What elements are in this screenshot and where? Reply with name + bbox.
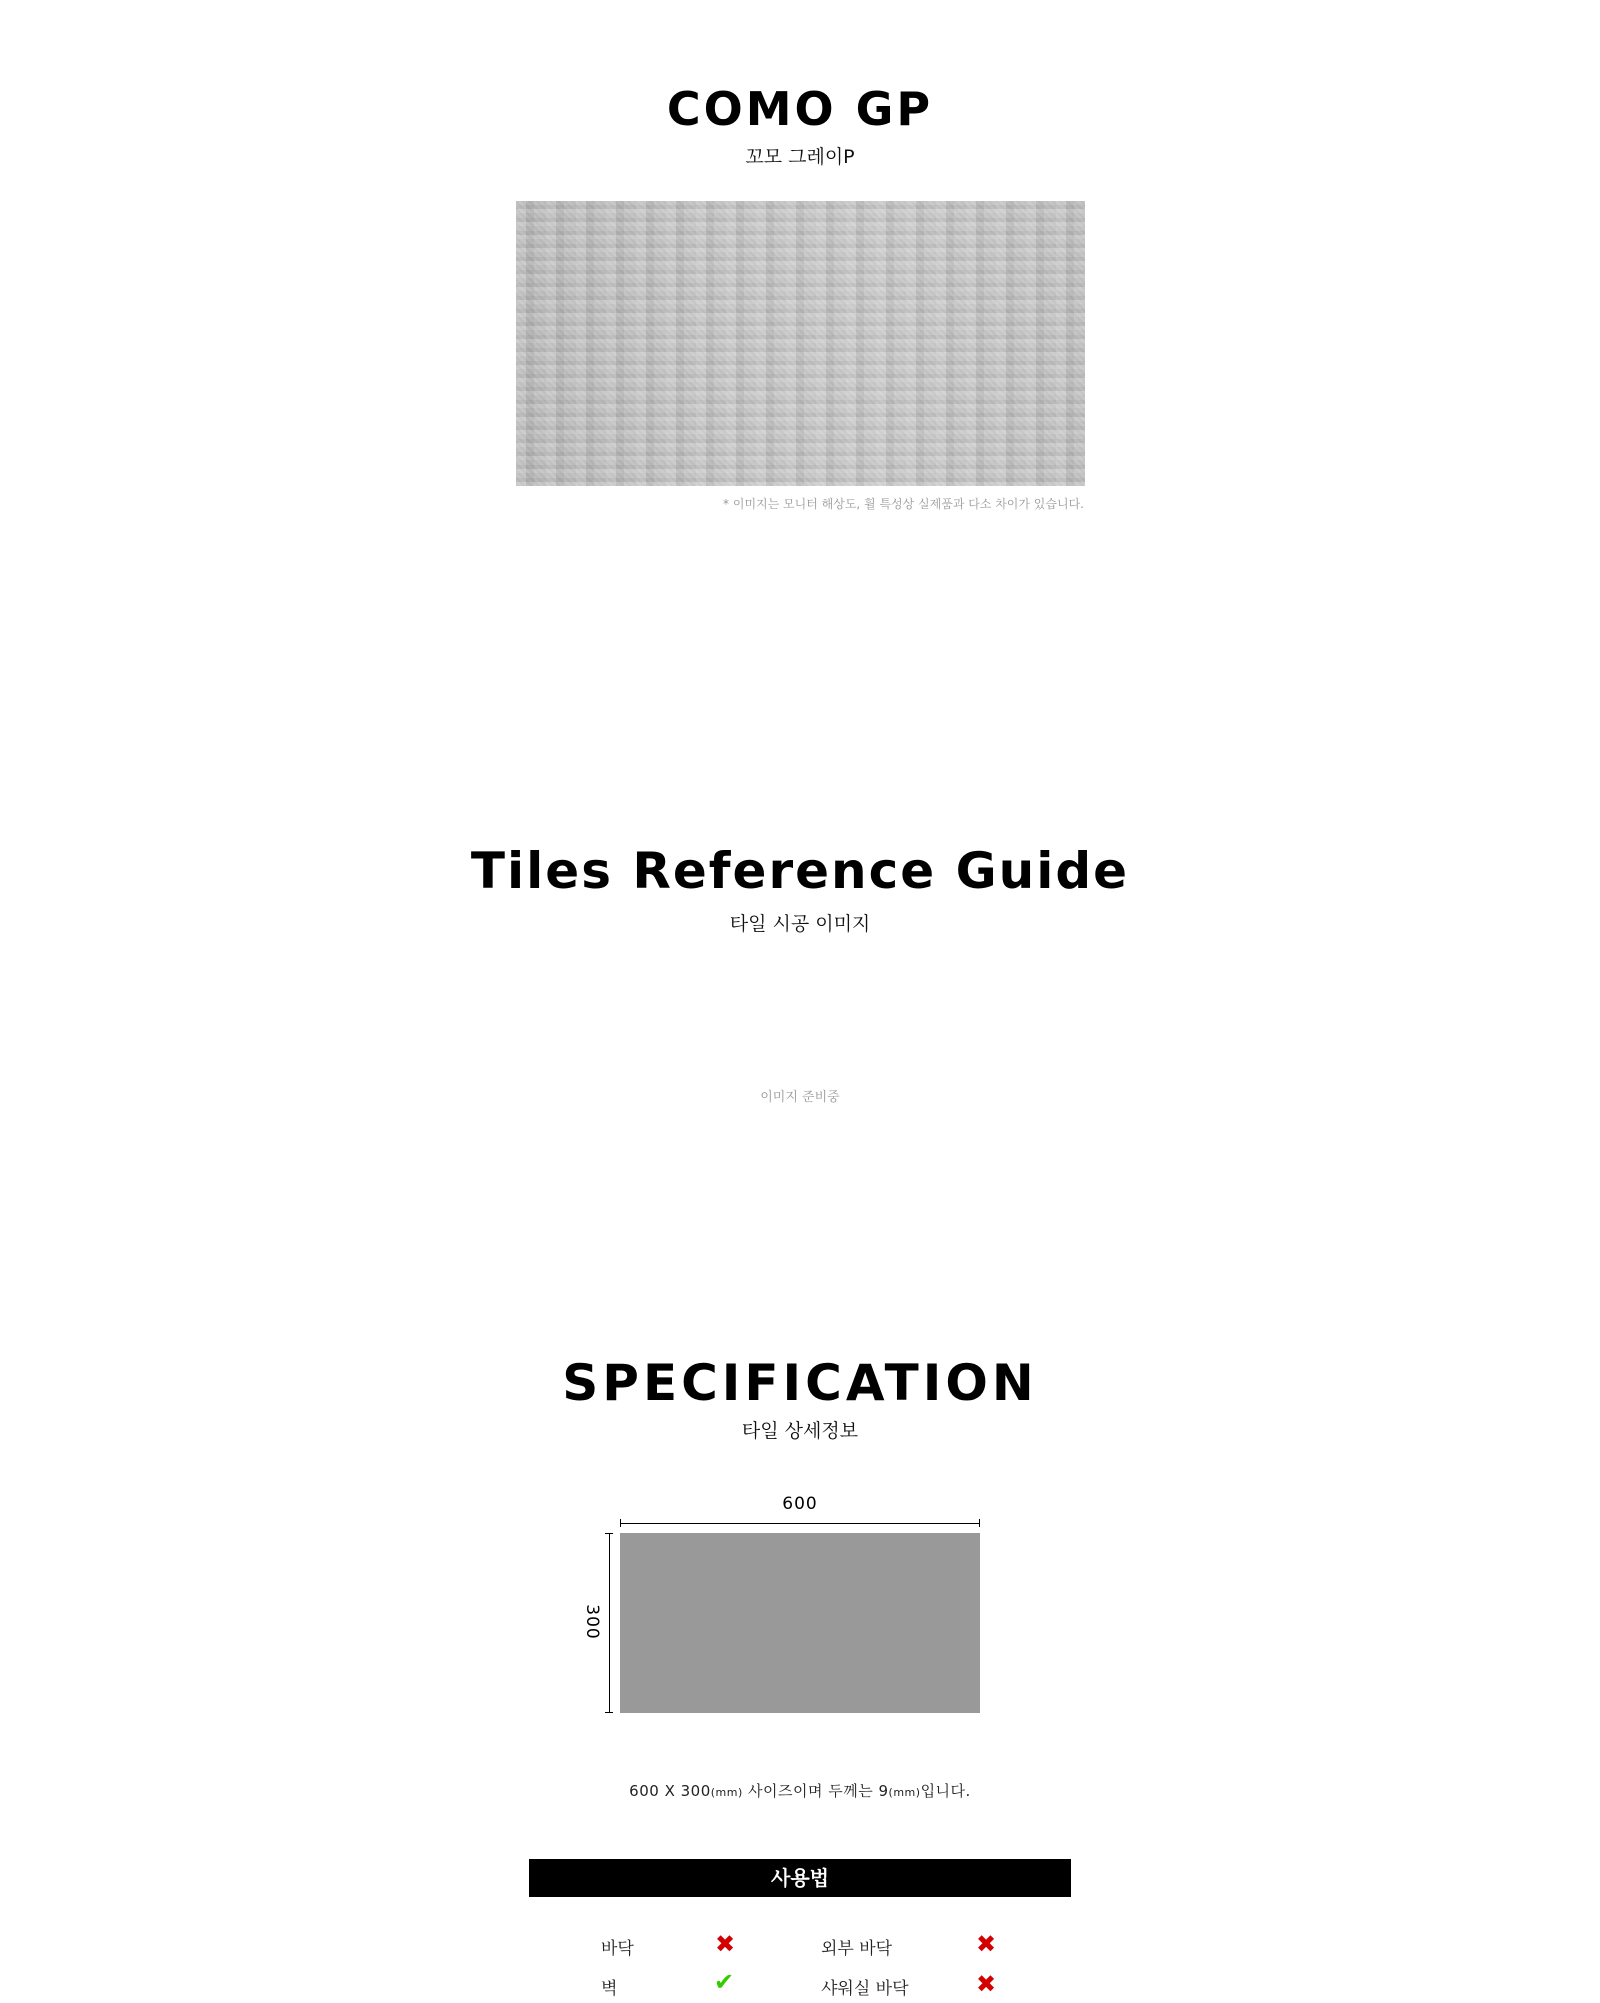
thickness-unit: (mm) xyxy=(888,1786,921,1799)
size-description-end: 입니다. xyxy=(920,1782,971,1800)
check-icon: ✔ xyxy=(714,1968,735,1996)
size-unit: (mm) xyxy=(710,1786,743,1799)
image-placeholder-text: 이미지 준비중 xyxy=(760,1090,840,1105)
specification-title: SPECIFICATION xyxy=(562,1354,1038,1412)
product-subtitle: 꼬모 그레이P xyxy=(745,146,855,168)
cross-icon: ✖ xyxy=(976,1970,997,1998)
size-value: 600 X 300 xyxy=(629,1782,711,1800)
image-disclaimer: * 이미지는 모니터 해상도, 휠 특성상 실제품과 다소 차이가 있습니다. xyxy=(723,497,1084,511)
product-tile-image xyxy=(516,201,1085,486)
width-tick-left xyxy=(620,1519,621,1527)
cross-icon: ✖ xyxy=(976,1930,997,1958)
size-description xyxy=(0,1780,1600,1801)
reference-subtitle: 타일 시공 이미지 xyxy=(729,913,871,935)
usage-header: 사용법 xyxy=(529,1859,1071,1897)
width-tick-right xyxy=(979,1519,980,1527)
specification-subtitle: 타일 상세정보 xyxy=(741,1420,859,1442)
cross-icon: ✖ xyxy=(715,1930,736,1958)
width-dimension-label: 600 xyxy=(782,1494,818,1514)
reference-title: Tiles Reference Guide xyxy=(470,842,1130,900)
height-tick-top xyxy=(605,1533,613,1534)
usage-label-shower-floor: 샤워실 바닥 xyxy=(821,1979,909,1999)
usage-label-wall: 벽 xyxy=(601,1979,618,1999)
height-tick-bottom xyxy=(605,1712,613,1713)
tile-size-diagram xyxy=(620,1533,980,1713)
usage-label-floor: 바닥 xyxy=(601,1939,634,1959)
thickness-text: 사이즈이며 두께는 9 xyxy=(742,1782,889,1800)
usage-label-outdoor-floor: 외부 바닥 xyxy=(821,1939,893,1959)
height-dimension-label: 300 xyxy=(582,1604,602,1640)
height-dimension-line xyxy=(609,1533,610,1713)
product-title: COMO GP xyxy=(666,82,934,136)
width-dimension-line xyxy=(620,1523,980,1524)
